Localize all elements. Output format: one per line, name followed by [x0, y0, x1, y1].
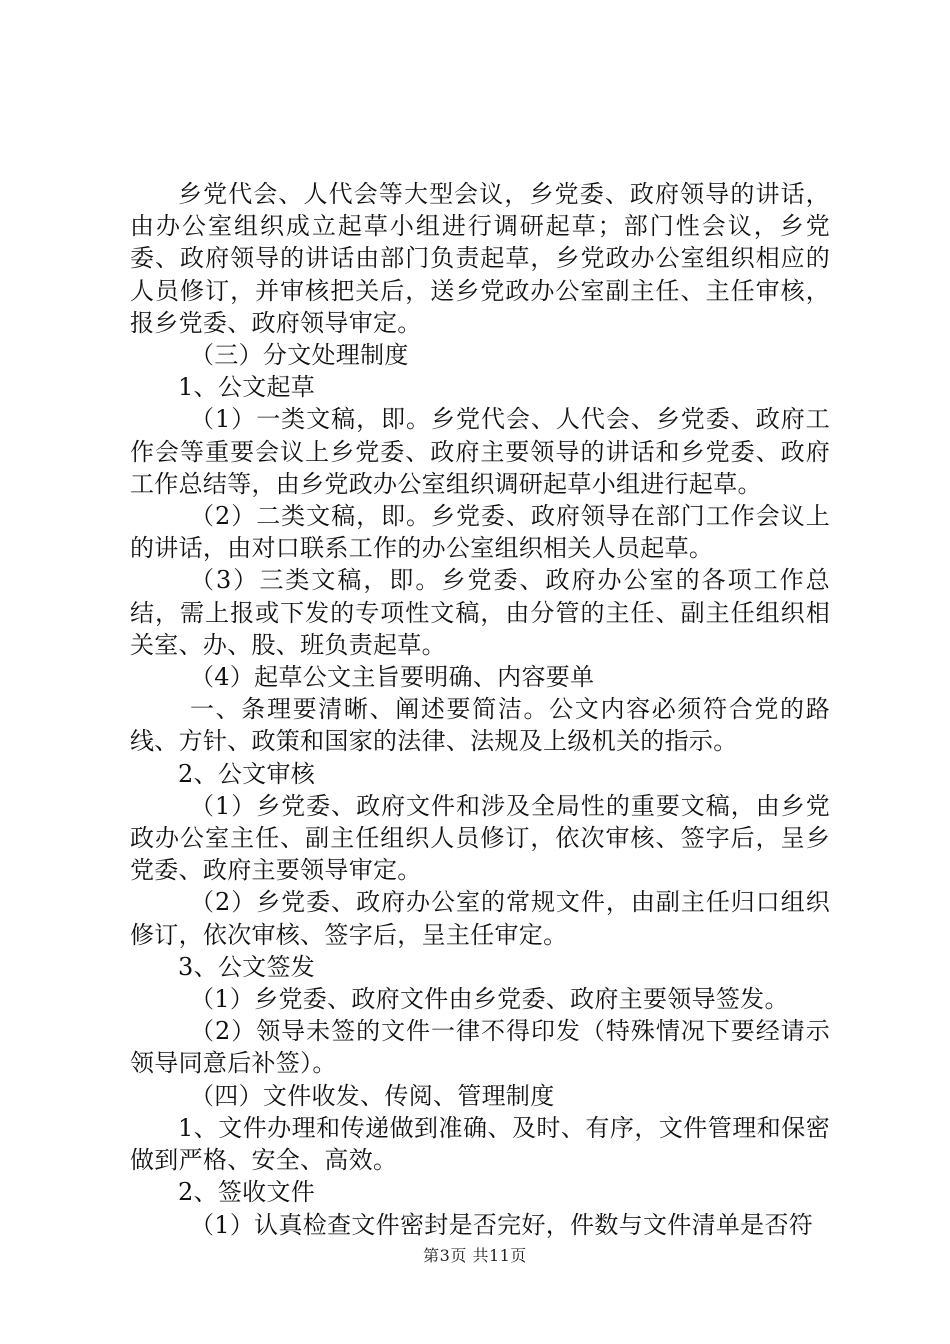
paragraph: 一、条理要清晰、阐述要简洁。公文内容必须符合党的路线、方针、政策和国家的法律、法规及上级机关的指示。: [130, 695, 830, 756]
document-body: [130, 178, 830, 1241]
subsection-heading: 2、公文审核: [178, 759, 316, 788]
paragraph: （4）起草公文主旨要明确、内容要单: [190, 663, 595, 692]
paragraph: 乡党代会、人代会等大型会议，乡党委、政府领导的讲话，由办公室组织成立起草小组进行调研起草；部门性会议，乡党委、政府领导的讲话由部门负责起草，乡党政办公室组织相应的人员修订，并审核把关后，送乡党政办公室副主任、主任审核，报乡党委、政府领导审定。: [130, 180, 830, 337]
section-heading: （四）文件收发、传阅、管理制度: [190, 1081, 555, 1110]
section-heading: （三）分文处理制度: [190, 341, 409, 370]
paragraph: （1）一类文稿，即。乡党代会、人代会、乡党委、政府工作会等重要会议上乡党委、政府主要领导的讲话和乡党委、政府工作总结等，由乡党政办公室组织调研起草小组进行起草。: [130, 405, 830, 498]
paragraph: （2）二类文稿，即。乡党委、政府领导在部门工作会议上的讲话，由对口联系工作的办公室组织相关人员起草。: [130, 502, 830, 563]
subsection-heading: 2、签收文件: [178, 1178, 316, 1207]
paragraph: （2）乡党委、政府办公室的常规文件，由副主任归口组织修订，依次审核、签字后，呈主任审定。: [130, 888, 830, 949]
paragraph: （1）乡党委、政府文件和涉及全局性的重要文稿，由乡党政办公室主任、副主任组织人员修订，依次审核、签字后，呈乡党委、政府主要领导审定。: [130, 791, 830, 885]
subsection-heading: 3、公文签发: [178, 952, 316, 981]
subsection-heading: 1、公文起草: [178, 373, 316, 402]
page-number-footer: 第3页 共11页: [423, 1246, 527, 1265]
paragraph: （1）乡党委、政府文件由乡党委、政府主要领导签发。: [190, 985, 789, 1014]
paragraph: （2）领导未签的文件一律不得印发（特殊情况下要经请示领导同意后补签）。: [130, 1017, 830, 1078]
paragraph: （1）认真检查文件密封是否完好，件数与文件清单是否符: [190, 1210, 814, 1239]
paragraph: （3）三类文稿，即。乡党委、政府办公室的各项工作总结，需上报或下发的专项性文稿，由分管的主任、副主任组织相关室、办、股、班负责起草。: [130, 566, 830, 659]
paragraph: 1、文件办理和传递做到准确、及时、有序，文件管理和保密做到严格、安全、高效。: [130, 1113, 830, 1175]
